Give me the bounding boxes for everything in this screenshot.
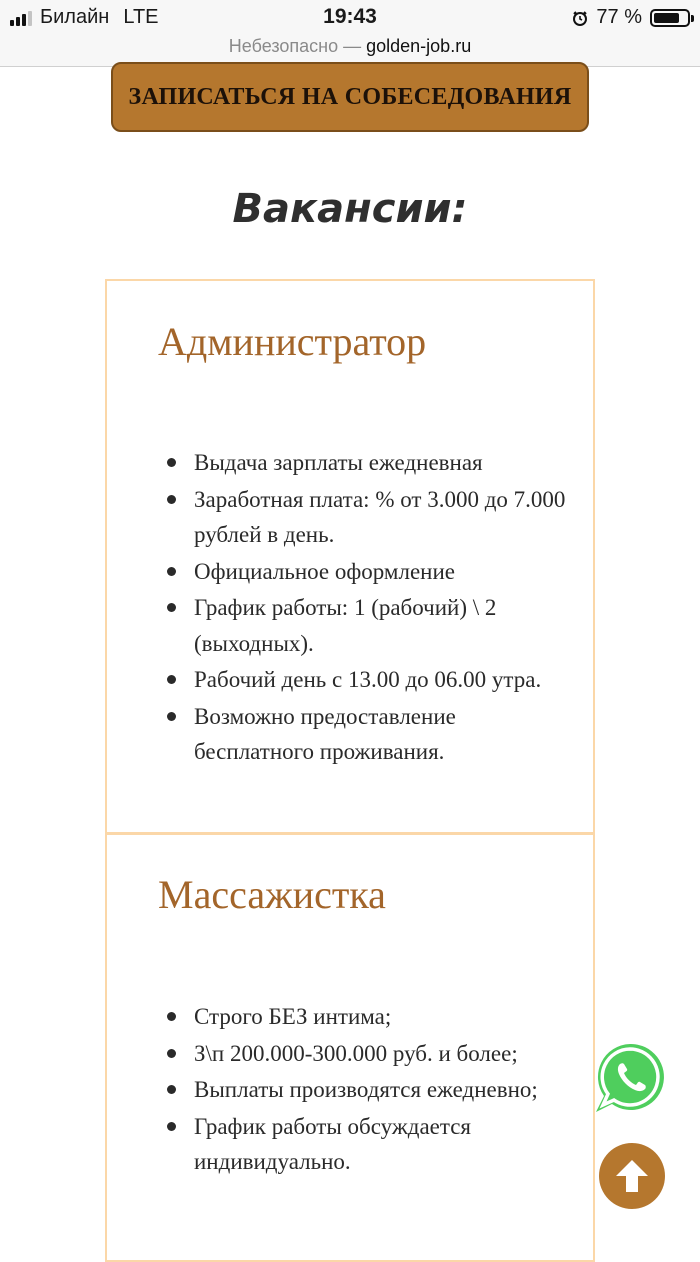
alarm-icon (572, 10, 588, 26)
clock: 19:43 (323, 5, 377, 28)
list-item: З\п 200.000-300.000 руб. и более; (167, 1036, 567, 1072)
url-domain: golden-job.ru (366, 36, 472, 56)
battery-percent: 77 % (596, 6, 642, 28)
list-item: Строго БЕЗ интима; (167, 999, 567, 1035)
network-type: LTE (123, 6, 159, 28)
battery-fill (654, 13, 679, 23)
whatsapp-button[interactable] (592, 1040, 668, 1116)
vacancy-title: Массажистка (158, 872, 386, 917)
battery-icon (650, 9, 690, 27)
signup-interview-button[interactable]: ЗАПИСАТЬСЯ НА СОБЕСЕДОВАНИЯ (111, 62, 589, 132)
arrow-up-icon (612, 1156, 652, 1196)
scroll-top-button[interactable] (599, 1143, 665, 1209)
vacancy-card-masseuse (105, 832, 595, 1262)
vacancy-card-administrator (105, 279, 595, 835)
insecure-label: Небезопасно — (228, 36, 362, 56)
list-item: График работы: 1 (рабочий) \ 2 (выходных). (167, 590, 567, 661)
whatsapp-icon (592, 1040, 668, 1116)
list-item: График работы обсуждается индивидуально. (167, 1109, 567, 1180)
vacancy-title: Администратор (158, 319, 427, 364)
vacancy-conditions-list (167, 445, 567, 771)
list-item: Возможно предоставление бесплатного проживания. (167, 699, 567, 770)
list-item: Официальное оформление (167, 554, 567, 590)
status-right (572, 6, 690, 29)
carrier-name: Билайн (40, 6, 110, 28)
vacancy-conditions-list (167, 999, 567, 1181)
list-item: Заработная плата: % от 3.000 до 7.000 рублей в день. (167, 482, 567, 553)
status-bar (0, 0, 700, 36)
list-item: Выплаты производятся ежедневно; (167, 1072, 567, 1108)
list-item: Выдача зарплаты ежедневная (167, 445, 567, 481)
vacancies-heading: Вакансии: (232, 186, 468, 232)
list-item: Рабочий день с 13.00 до 06.00 утра. (167, 662, 567, 698)
